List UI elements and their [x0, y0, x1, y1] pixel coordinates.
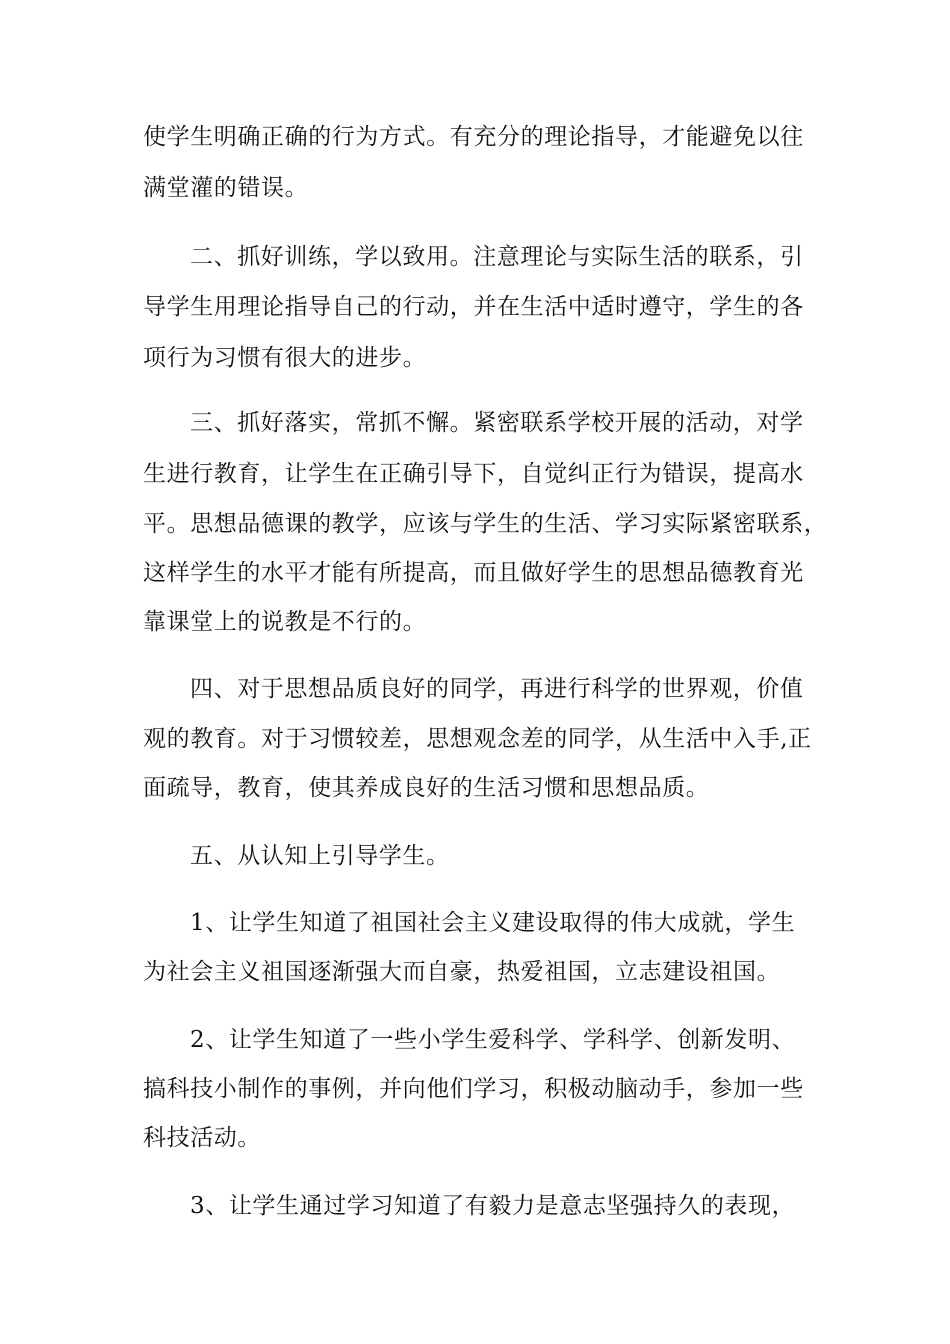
text-line: 使学生明确正确的行为方式。有充分的理论指导，才能避免以往	[143, 124, 804, 150]
text-line: 导学生用理论指导自己的行动，并在生活中适时遵守，学生的各	[143, 294, 804, 320]
text-line: 平。思想品德课的教学，应该与学生的生活、学习实际紧密联系，	[143, 511, 828, 537]
text-line: 科技活动。	[143, 1125, 261, 1151]
text-line: 靠课堂上的说教是不行的。	[143, 609, 427, 635]
list-item-line: 1、让学生知道了祖国社会主义建设取得的伟大成就，学生	[190, 910, 796, 936]
text-line: 满堂灌的错误。	[143, 175, 309, 201]
paragraph-start-line: 四、对于思想品质良好的同学，再进行科学的世界观，价值	[190, 676, 804, 702]
section-heading: 五、从认知上引导学生。	[190, 843, 450, 869]
text-line: 生进行教育，让学生在正确引导下，自觉纠正行为错误，提高水	[143, 461, 804, 487]
text-line: 项行为习惯有很大的进步。	[143, 345, 427, 371]
text-line: 观的教育。对于习惯较差，思想观念差的同学，从生活中入手,正	[143, 726, 812, 752]
text-line: 面疏导，教育，使其养成良好的生活习惯和思想品质。	[143, 775, 710, 801]
paragraph-start-line: 三、抓好落实，常抓不懈。紧密联系学校开展的活动，对学	[190, 410, 804, 436]
list-item-line: 2、让学生知道了一些小学生爱科学、学科学、创新发明、	[190, 1027, 796, 1053]
list-item-line: 3、让学生通过学习知道了有毅力是意志坚强持久的表现，	[190, 1193, 796, 1219]
text-line: 为社会主义祖国逐渐强大而自豪，热爱祖国，立志建设祖国。	[143, 959, 781, 985]
text-line: 这样学生的水平才能有所提高，而且做好学生的思想品德教育光	[143, 560, 804, 586]
paragraph-start-line: 二、抓好训练，学以致用。注意理论与实际生活的联系，引	[190, 244, 804, 270]
text-line: 搞科技小制作的事例，并向他们学习，积极动脑动手，参加一些	[143, 1076, 804, 1102]
